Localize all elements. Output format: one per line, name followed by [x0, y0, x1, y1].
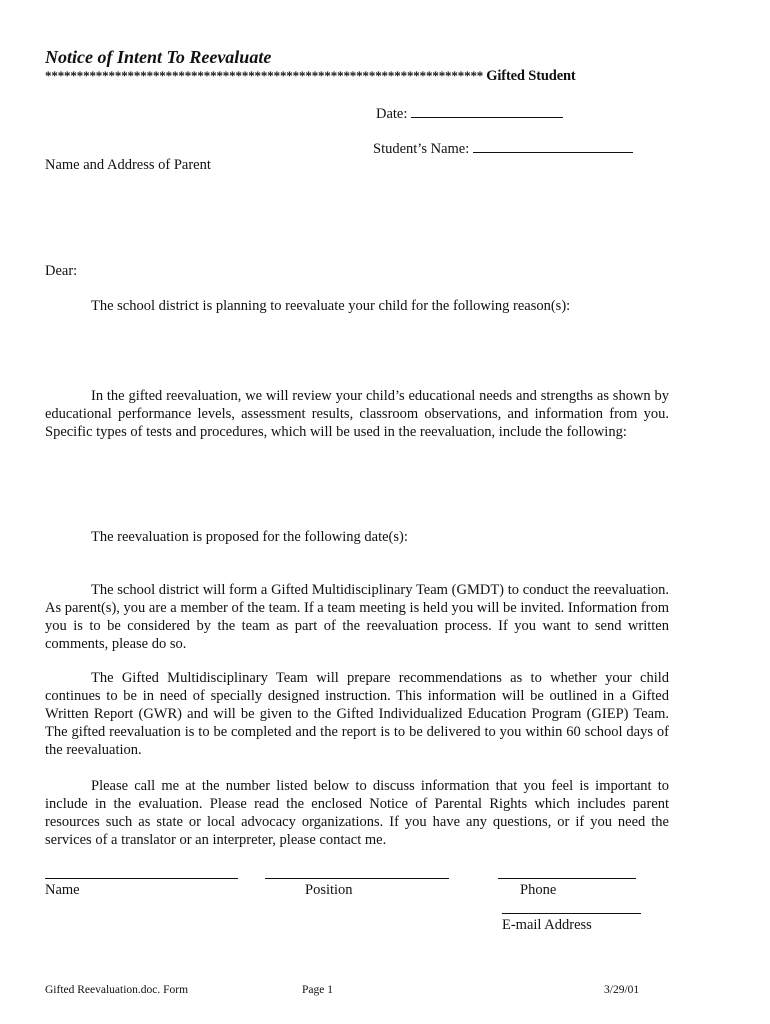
name-signature-line[interactable]	[45, 878, 238, 879]
document-title: Notice of Intent To Reevaluate	[45, 47, 272, 67]
document-subtitle: Gifted Student	[486, 68, 576, 84]
date-blank[interactable]	[411, 104, 563, 118]
position-signature-line[interactable]	[265, 878, 449, 879]
position-label: Position	[305, 882, 353, 898]
review-paragraph: In the gifted reevaluation, we will review your child’s educational needs and strengths as shown by educational performance levels, assessment results, classroom observations, and information from you. Specific types of tests and procedures, which will be used in the reevaluation, include the following:	[45, 388, 669, 440]
phone-signature-line[interactable]	[498, 878, 636, 879]
recommendations-paragraph: The Gifted Multidisciplinary Team will prepare recommendations as to whether your child continues to be in need of specially designed instruction. This information will be outlined in a Gifted Written Report (GWR) and will be given to the Gifted Individualized Education Program (GIEP) Team. The gifted reevaluation is to be completed and the report is to be delivered to you within 60 school days of the reevaluation.	[45, 670, 669, 758]
date-label: Date:	[376, 106, 408, 122]
header-rule	[45, 68, 576, 85]
reason-paragraph: The school district is planning to reevaluate your child for the following reason(s):	[91, 298, 571, 314]
team-paragraph: The school district will form a Gifted Multidisciplinary Team (GMDT) to conduct the reevaluation. As parent(s), you are a member of the team. If a team meeting is held you will be invited. Information from you is to be considered by the team as part of the reevaluation process. If you want to send written comments, please do so.	[45, 582, 669, 652]
email-label: E-mail Address	[502, 917, 592, 933]
email-signature-line[interactable]	[502, 913, 641, 914]
footer-date: 3/29/01	[604, 984, 640, 996]
asterisk-divider: *********************************************************************	[45, 68, 484, 83]
parent-address-label: Name and Address of Parent	[45, 157, 211, 173]
date-proposal-paragraph: The reevaluation is proposed for the following date(s):	[91, 529, 408, 545]
date-field	[376, 104, 563, 123]
student-name-blank[interactable]	[473, 139, 633, 153]
footer-page-number: Page 1	[302, 984, 333, 996]
student-name-label: Student’s Name:	[373, 141, 470, 157]
salutation: Dear:	[45, 263, 78, 279]
name-label: Name	[45, 882, 80, 898]
student-name-field	[373, 139, 633, 158]
footer-filename: Gifted Reevaluation.doc. Form	[45, 984, 189, 996]
contact-paragraph: Please call me at the number listed below to discuss information that you feel is important to include in the evaluation. Please read the enclosed Notice of Parental Rights which includes parent resources such as state or local advocacy organizations. If you have any questions, or if you need the services of a translator or an interpreter, please contact me.	[45, 778, 669, 848]
phone-label: Phone	[520, 882, 557, 898]
